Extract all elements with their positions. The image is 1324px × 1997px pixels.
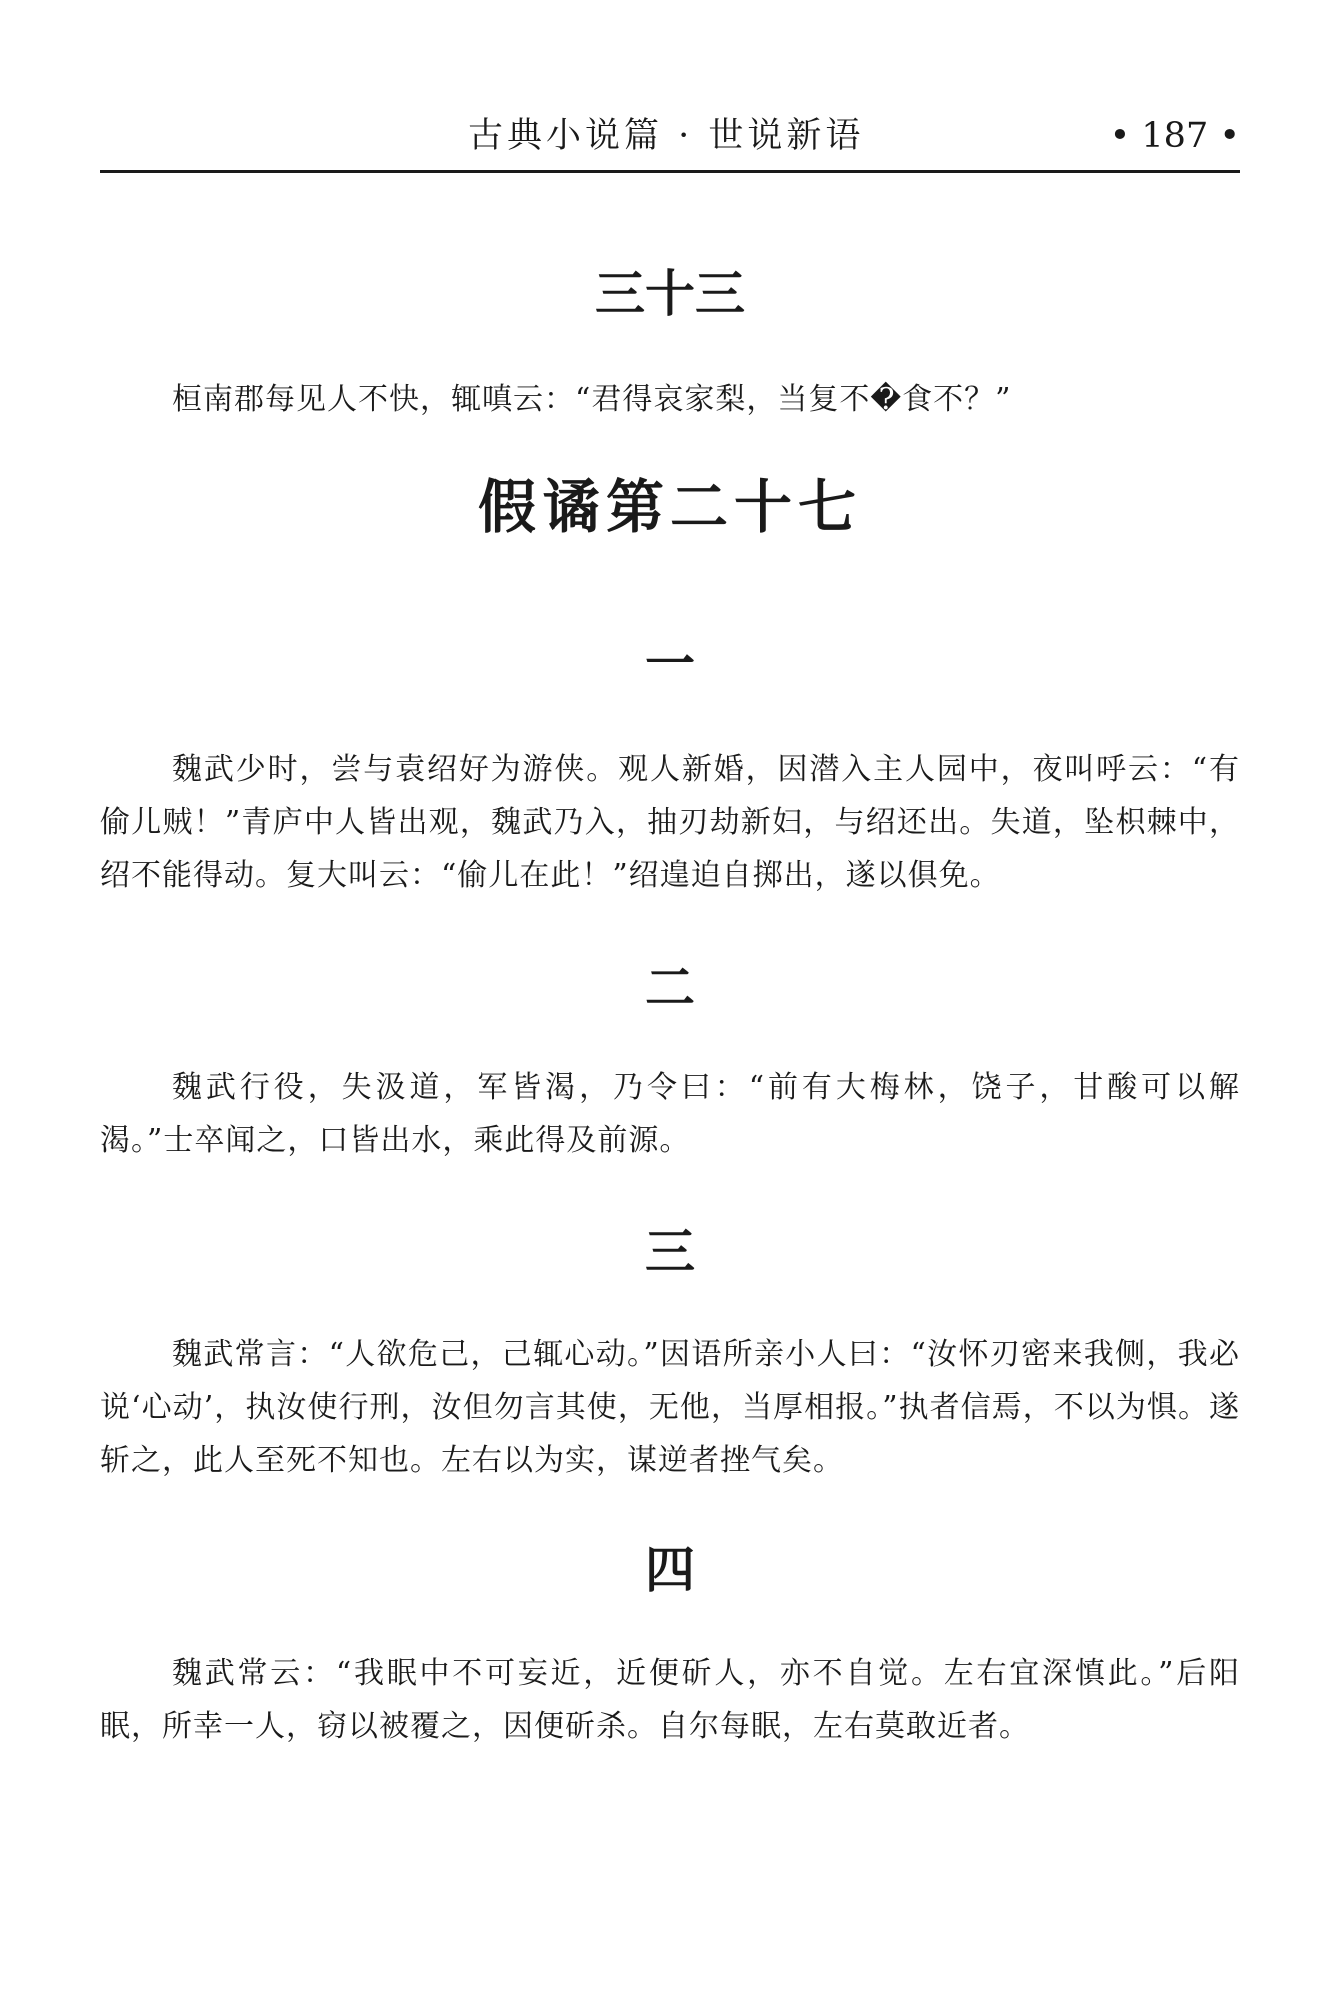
section-heading-3: 三 [645,1223,695,1281]
section-4-text: 魏武常云：“我眠中不可妄近，近便斫人，亦不自觉。左右宜深慎此。”后阳眠，所幸一人，窃以被覆之，因便斫杀。自尔每眠，左右莫敢近者。 [100,1656,1240,1744]
section-heading-2: 二 [645,959,695,1017]
page-number: • 187 • [1109,116,1240,156]
section-2-text: 魏武行役，失汲道，军皆渴，乃令曰：“前有大梅林，饶子，甘酸可以解渴。”士卒闻之，口皆出水，乘此得及前源。 [100,1070,1240,1158]
header-rule [100,170,1240,173]
chapter-title: 假谲第二十七 [477,473,862,541]
section-heading-1: 一 [645,635,695,693]
running-header-title: 古典小说篇 · 世说新语 [468,116,865,156]
section-3-text: 魏武常言：“人欲危己，己辄心动。”因语所亲小人曰：“汝怀刃密来我侧，我必说‘心动’，执汝使行刑，汝但勿言其使，无他，当厚相报。”执者信焉，不以为惧。遂斩之，此人至死不知也。左右以为实，谋逆者挫气矣。 [100,1337,1240,1478]
running-header [100,112,1240,172]
section-1-text: 魏武少时，尝与袁绍好为游侠。观人新婚，因潜入主人园中，夜叫呼云：“有偷儿贼！”青庐中人皆出观，魏武乃入，抽刃劫新妇，与绍还出。失道，坠枳棘中，绍不能得动。复大叫云：“偷儿在此！”绍遑迫自掷出，遂以俱免。 [100,752,1240,893]
section-33-text: 桓南郡每见人不快，辄嗔云：“君得哀家梨，当复不�食不？” [172,382,1012,417]
section-heading-33: 三十三 [595,265,745,323]
section-heading-4: 四 [645,1541,695,1599]
